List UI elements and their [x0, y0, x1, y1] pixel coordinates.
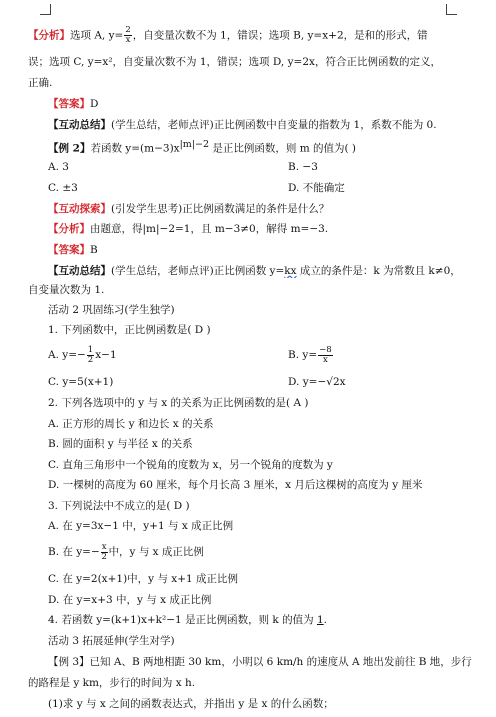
q2-choice-b: B. 圆的面积 y 与半径 x 的关系 — [48, 438, 193, 450]
choice-row-1 — [48, 160, 496, 174]
choice-d: D. 不能确定 — [288, 182, 345, 194]
q1-prompt: 1. 下列函数中，正比例函数是( D ) — [48, 324, 211, 336]
analysis-2-line — [48, 222, 496, 236]
analysis-tag: 【分析】 — [48, 223, 90, 235]
text: 若函数 y=(m−3)x — [90, 142, 180, 155]
answer-line-1 — [48, 97, 496, 111]
fraction: $\frac{1}{2}$ — [87, 344, 94, 365]
text: (学生总结，老师点评)正比例函数 y= — [111, 265, 285, 277]
answer-line-2 — [48, 243, 496, 257]
choice-a: A. y=− — [48, 349, 86, 361]
answer-value: 1 — [316, 614, 324, 626]
answer-tag: 【答案】 — [48, 98, 90, 110]
crop-mark-top-left — [40, 4, 51, 15]
fraction: $\frac{2}{x}$ — [125, 26, 131, 45]
choice-row-2 — [48, 181, 496, 195]
text: 成立的条件是：k 为常数且 k≠0， — [296, 265, 461, 277]
q2-prompt: 2. 下列各选项中的 y 与 x 的关系为正比例函数的是( A ) — [48, 397, 309, 409]
analysis-line-1 — [28, 26, 476, 45]
analysis-line-2: 误；选项 C, y=x²，自变量次数不为 1，错误；选项 D, y=2x，符合正比例函数的定义， — [28, 56, 441, 68]
summary-tag: 【互动总结】 — [48, 119, 111, 131]
analysis-line-3: 正确. — [28, 77, 53, 89]
text: 中，y 与 x 成正比例 — [108, 546, 204, 558]
choice-c: C. y=5(x+1) — [48, 376, 114, 388]
summary-tag: 【互动总结】 — [48, 265, 111, 277]
q3-choice-b — [48, 541, 496, 563]
summary-line-2b: 自变量次数为 1. — [28, 284, 105, 296]
exponent: |m|−2 — [179, 139, 210, 150]
q3-choice-d: D. 在 y=x+3 中，y 与 x 成正比例 — [48, 594, 212, 606]
q3-prompt: 3. 下列说法中不成立的是( D ) — [48, 500, 190, 512]
q2-choice-a: A. 正方形的周长 y 和边长 x 的关系 — [48, 418, 214, 430]
text: . — [323, 614, 327, 626]
text: 由题意，得|m|−2=1，且 m−3≠0，解得 m=−3. — [90, 223, 329, 235]
choice-c: C. ±3 — [48, 182, 78, 194]
text: 选项 A, y= — [70, 29, 124, 42]
answer-value: D — [90, 98, 99, 110]
q1-choices-ab — [48, 344, 496, 366]
text: (学生总结，老师点评)正比例函数中自变量的指数为 1，系数不能为 0. — [111, 119, 437, 131]
example-3-line-1: 【例 3】已知 A、B 两地相距 30 km，小明以 6 km/h 的速度从 A 地出发前往 B 地，步行 — [48, 656, 472, 668]
q2-choice-c: C. 直角三角形中一个锐角的度数为 x，另一个锐角的度数为 y — [48, 459, 333, 471]
activity-3-heading: 活动 3 拓展延伸(学生对学) — [48, 635, 175, 647]
answer-tag: 【答案】 — [48, 244, 90, 256]
explore-tag: 【互动探索】 — [48, 203, 111, 215]
text: ，自变量次数不为 1，错误；选项 B, y=x+2，是和的形式，错 — [132, 29, 428, 42]
choice-b: B. −3 — [288, 161, 318, 173]
q3-choice-a: A. 在 y=3x−1 中，y+1 与 x 成正比例 — [48, 520, 234, 532]
choice-a: A. 3 — [48, 161, 69, 173]
q2-choice-d: D. 一棵树的高度为 60 厘米，每个月长高 3 厘米，x 月后这棵树的高度为 y 厘米 — [48, 479, 423, 491]
analysis-tag: 【分析】 — [28, 29, 70, 42]
crop-mark-top-right — [446, 4, 457, 15]
fraction: $\frac{x}{2}$ — [101, 541, 107, 562]
text: 是正比例函数，则 m 的值为( ) — [209, 142, 357, 155]
example-tag: 【例 2】 — [48, 142, 91, 155]
q4-prompt — [48, 613, 496, 627]
text: 4. 若函数 y=(k+1)x+k²−1 是正比例函数，则 k 的值为 — [48, 614, 317, 626]
choice-d: D. y=−√2x — [288, 376, 346, 388]
choice-b: B. y= $\frac{-8}{x}$ — [288, 344, 332, 365]
example-2-question — [48, 138, 496, 156]
summary-line-1 — [48, 118, 496, 132]
summary-line-2 — [48, 264, 496, 278]
text: (引发学生思考)正比例函数满足的条件是什么？ — [111, 203, 330, 215]
q1-choices-cd — [48, 375, 496, 389]
q3-choice-c: C. 在 y=2(x+1)中，y 与 x+1 成正比例 — [48, 573, 239, 585]
answer-value: B — [90, 244, 98, 256]
example-3-part-1: (1)求 y 与 x 之间的函数表达式，并指出 y 是 x 的什么函数； — [48, 698, 334, 710]
text: x−1 — [95, 349, 117, 361]
explore-line — [48, 202, 496, 216]
activity-2-heading: 活动 2 巩固练习(学生独学) — [48, 304, 175, 316]
example-3-line-2: 的路程是 y km，步行的时间为 x h. — [28, 677, 196, 689]
text: kx — [284, 265, 297, 277]
text: B. 在 y=− — [48, 546, 100, 558]
